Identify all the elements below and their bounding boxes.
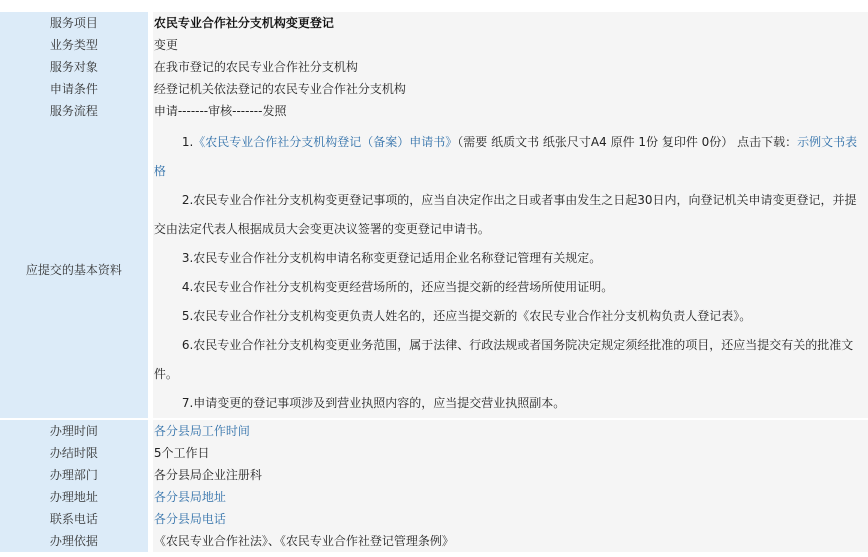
row-apply-condition <box>0 78 868 100</box>
office-address-link[interactable]: 各分县局地址 <box>153 486 868 508</box>
row-required-materials <box>0 122 868 418</box>
label-business-type: 业务类型 <box>0 34 148 56</box>
material-item-3: 3.农民专业合作社分支机构申请名称变更登记适用企业名称登记管理有关规定。 <box>181 251 602 265</box>
value-business-type: 变更 <box>153 34 868 56</box>
label-required-materials: 应提交的基本资料 <box>0 122 148 418</box>
label-address: 办理地址 <box>0 486 148 508</box>
material-item-7: 7.申请变更的登记事项涉及到营业执照内容的，应当提交营业执照副本。 <box>181 396 566 410</box>
label-legal-basis: 办理依据 <box>0 530 148 552</box>
row-department <box>0 464 868 486</box>
value-deadline: 5个工作日 <box>153 442 868 464</box>
row-business-type <box>0 34 868 56</box>
row-service-target <box>0 56 868 78</box>
row-phone <box>0 508 868 530</box>
label-service-process: 服务流程 <box>0 100 148 122</box>
material-1-requirement: （需要 纸质文书 纸张尺寸A4 原件 1份 复印件 0份） 点击下载： <box>457 135 798 149</box>
value-service-process: 申请-------审核-------发照 <box>153 100 868 122</box>
row-service-process <box>0 100 868 122</box>
label-service-item: 服务项目 <box>0 12 148 34</box>
application-form-link[interactable]: 《农民专业合作社分支机构登记（备案）申请书》 <box>193 135 458 149</box>
office-hours-link[interactable]: 各分县局工作时间 <box>153 420 868 442</box>
label-service-target: 服务对象 <box>0 56 148 78</box>
row-address <box>0 486 868 508</box>
material-item-5: 5.农民专业合作社分支机构变更负责人姓名的，还应当提交新的《农民专业合作社分支机构负责人登记表》。 <box>181 309 752 323</box>
label-deadline: 办结时限 <box>0 442 148 464</box>
row-office-hours <box>0 420 868 442</box>
material-item-1 <box>154 128 868 186</box>
material-1-number: 1. <box>181 135 194 149</box>
label-apply-condition: 申请条件 <box>0 78 148 100</box>
material-item-4: 4.农民专业合作社分支机构变更经营场所的，还应当提交新的经营场所使用证明。 <box>181 280 614 294</box>
material-item-6: 6.农民专业合作社分支机构变更业务范围，属于法律、行政法规或者国务院决定规定须经批准的项目，还应当提交有关的批准文件。 <box>153 338 854 381</box>
material-item-2: 2.农民专业合作社分支机构变更登记事项的，应当自决定作出之日或者事由发生之日起30日内，向登记机关申请变更登记，并提交由法定代表人根据成员大会变更决议签署的变更登记申请书。 <box>153 193 857 236</box>
value-apply-condition: 经登记机关依法登记的农民专业合作社分支机构 <box>153 78 868 100</box>
label-phone: 联系电话 <box>0 508 148 530</box>
value-service-item: 农民专业合作社分支机构变更登记 <box>153 12 868 34</box>
value-service-target: 在我市登记的农民专业合作社分支机构 <box>153 56 868 78</box>
label-office-hours: 办理时间 <box>0 420 148 442</box>
sample-form-download-link[interactable]: 示例文书表格 <box>153 135 858 178</box>
row-service-item <box>0 12 868 34</box>
row-deadline <box>0 442 868 464</box>
office-phone-link[interactable]: 各分县局电话 <box>153 508 868 530</box>
label-department: 办理部门 <box>0 464 148 486</box>
value-department: 各分县局企业注册科 <box>153 464 868 486</box>
value-legal-basis: 《农民专业合作社法》、《农民专业合作社登记管理条例》 <box>153 530 868 552</box>
value-required-materials <box>153 122 868 418</box>
row-legal-basis <box>0 530 868 552</box>
